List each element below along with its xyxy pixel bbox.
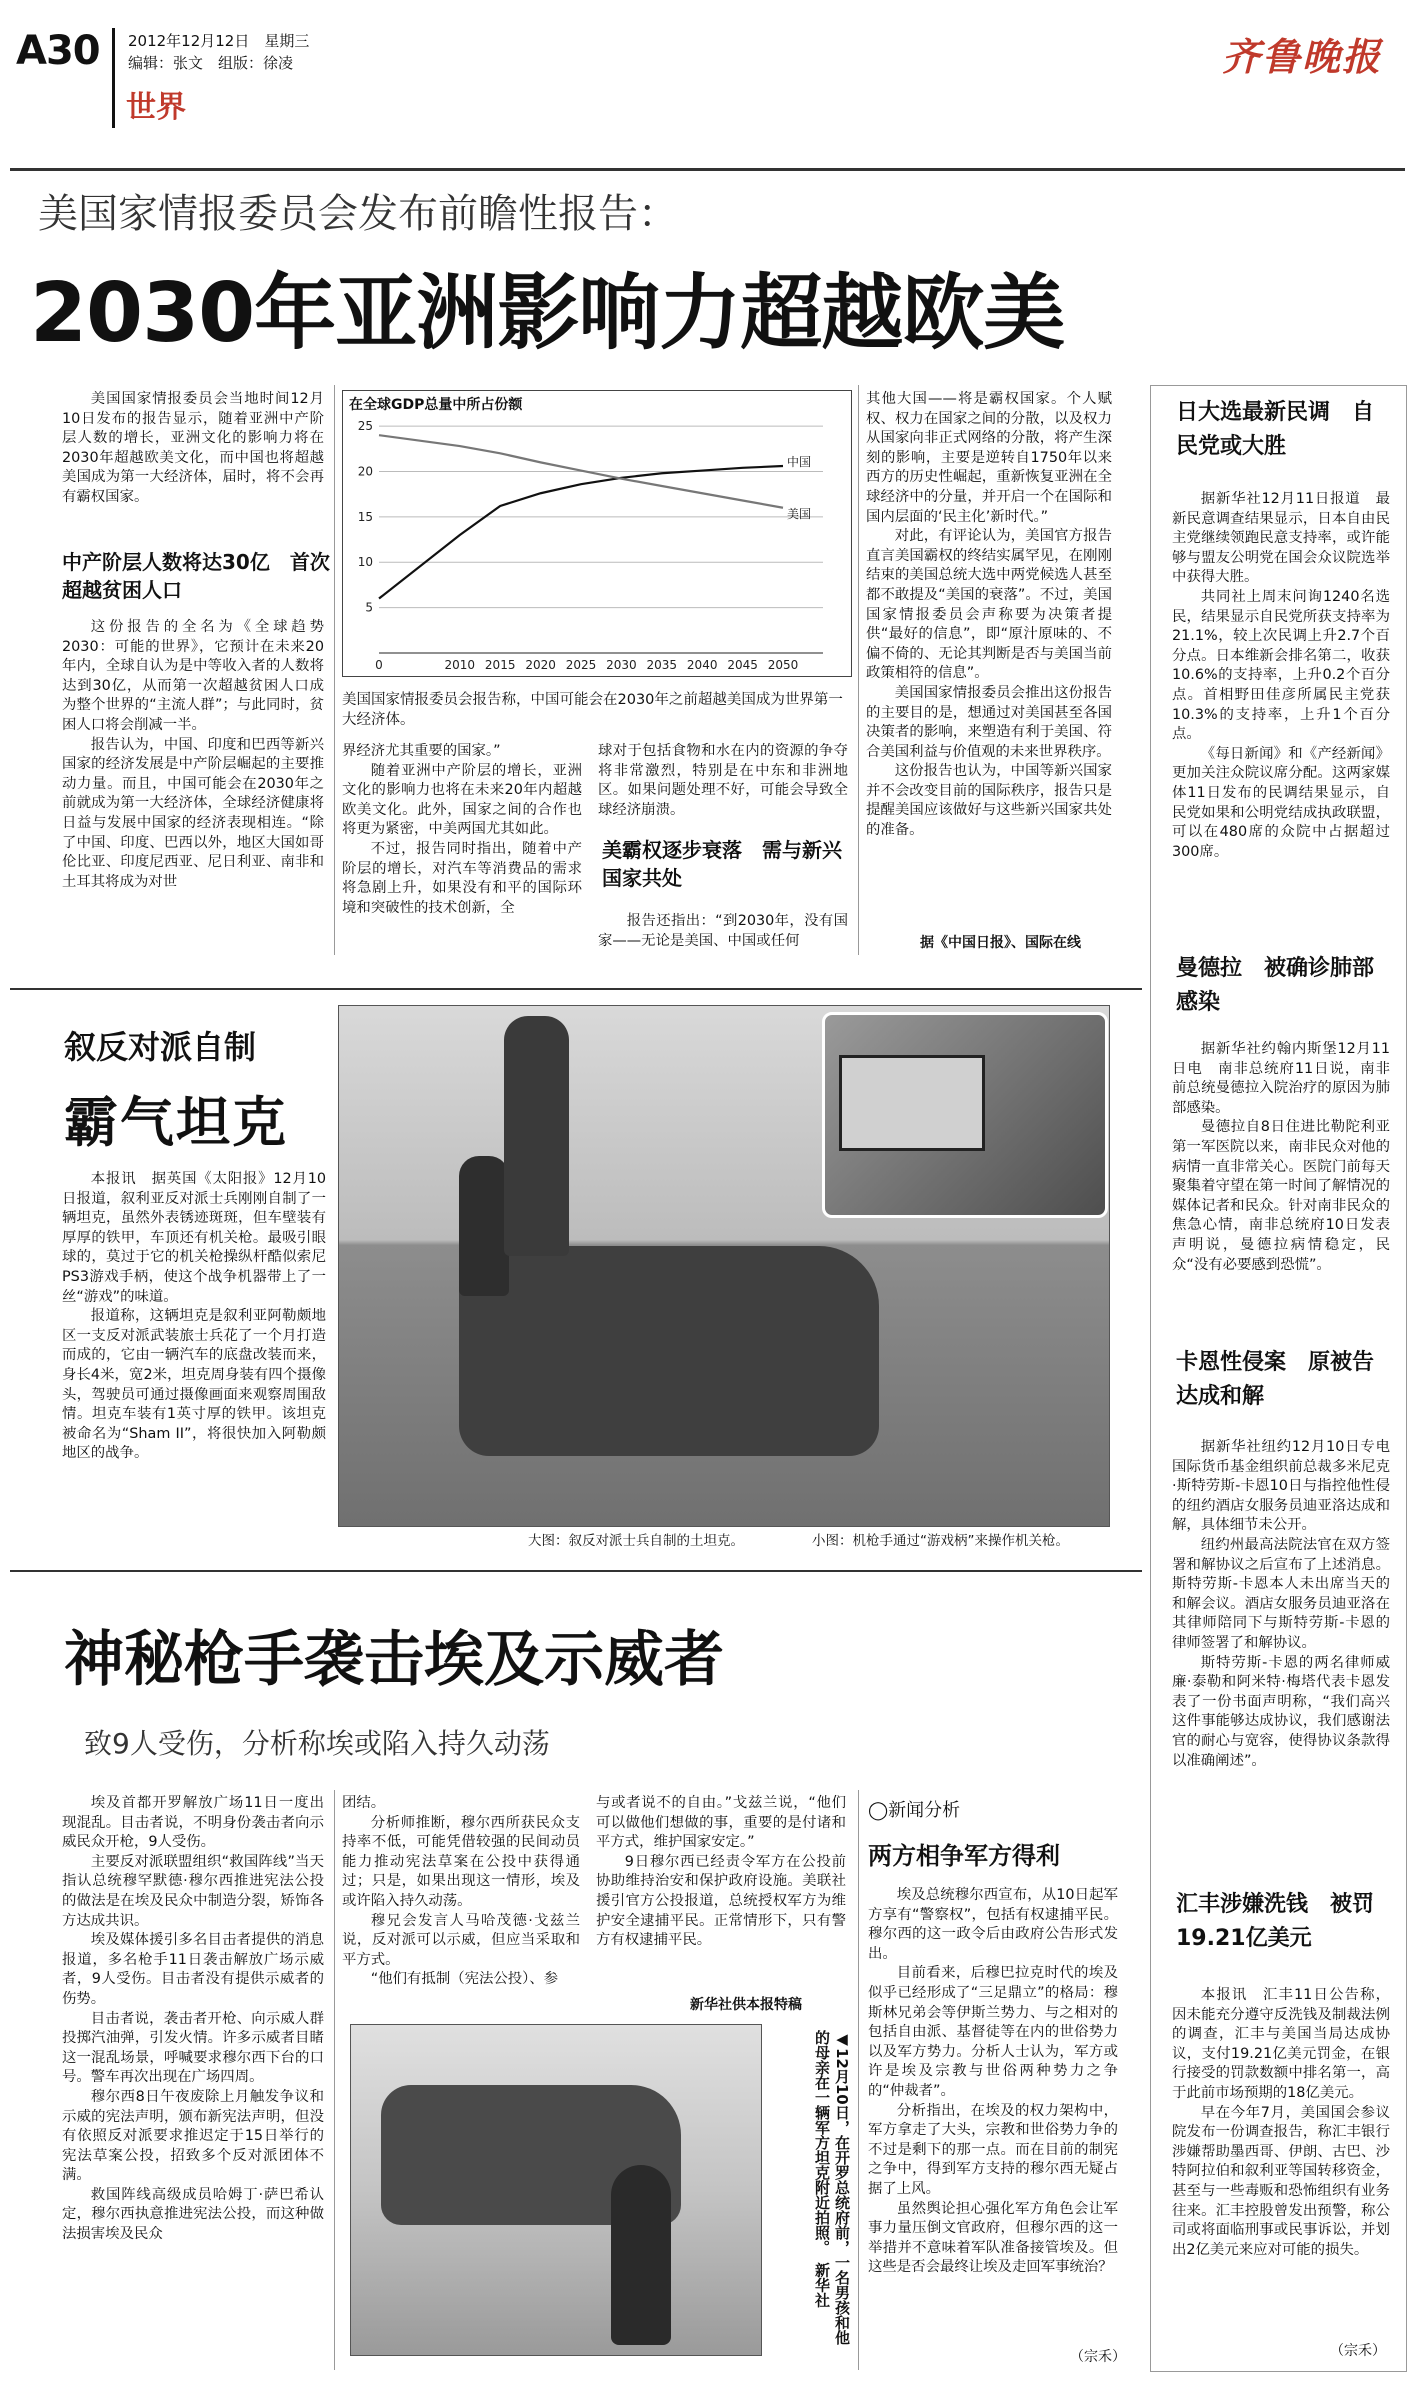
paragraph: 这份报告的全名为《全球趋势2030：可能的世界》，它预计在未来20年内，全球自认为是中等收入者的人数将达到30亿，从而第一次超越贫困人口成为整个世界的“主流人群”；与此同时，贫困人口将会削减一半。: [62, 619, 324, 733]
sidebar-story-4: [1172, 1986, 1390, 2260]
paragraph: 对此，有评论认为，美国官方报告直言美国霸权的终结实属罕见，在刚刚结束的美国总统大选中两党候选人甚至都不敢提及“美国的衰落”。不过，美国国家情报委员会声称要为决策者提供“最好的信息”，即“原汁原味的、不偏不倚的、无论其判断是否与美国当前政策相符的信息”。: [866, 528, 1112, 682]
analysis-author: （宗禾）: [1070, 2349, 1126, 2365]
paragraph: 据新华社12月11日报道 最新民意调查结果显示，日本自由民主党继续领跑民意支持率，或许能够与盟友公明党在国会众议院选举中获得大胜。: [1172, 491, 1390, 586]
y-tick-label: 20: [357, 464, 373, 479]
lead-subhead-1: 中产阶层人数将达30亿 首次超越贫困人口: [62, 550, 330, 602]
x-tick-label: 2030: [606, 658, 637, 672]
lead-col1: [62, 390, 324, 508]
lead-kicker: 美国家情报委员会发布前瞻性报告：: [38, 191, 678, 237]
paragraph: 与或者说不的自由。”戈兹兰说，“他们可以做他们想做的事，重要的是付诸和平方式，维护国家安定。”: [596, 1795, 846, 1851]
paragraph: 曼德拉自8日住进比勒陀利亚第一军医院以来，南非民众对他的病情一直非常关心。医院门前每天聚集着守望在第一时间了解情况的媒体记者和民众。针对南非民众的焦急心情，南非总统府10日发表声明说，曼德拉病情稳定，民众“没有必要感到恐慌”。: [1172, 1119, 1390, 1273]
x-tick-label: 2050: [767, 658, 799, 672]
sidebar-headline-2: 曼德拉 被确诊肺部感染: [1176, 956, 1375, 1015]
paragraph: 分析师推断，穆尔西所获民众支持率不低，可能凭借较强的民间动员能力推动宪法草案在公投中获得通过；只是，如果出现这一情形，埃及或许陷入持久动荡。: [342, 1814, 580, 1909]
paragraph: 据新华社约翰内斯堡12月11日电 南非总统府11日说，南非前总统曼德拉入院治疗的原因为肺部感染。: [1172, 1041, 1390, 1116]
paragraph: 据新华社纽约12月10日专电 国际货币基金组织前总裁多米尼克·斯特劳斯-卡恩10日与指控他性侵的纽约酒店女服务员迪亚洛达成和解，具体细节未公开。: [1172, 1439, 1405, 1534]
x-tick-label: 2015: [484, 658, 516, 672]
sidebar-headline-4: 汇丰涉嫌洗钱 被罚19.21亿美元: [1176, 1892, 1375, 1951]
page-number: A30: [16, 28, 100, 74]
editors-line: 编辑：张文 组版：徐凌: [128, 54, 294, 72]
paragraph: 早在今年7月，美国国会参议院发布一份调查报告，称汇丰银行涉嫌帮助墨西哥、伊朗、古巴、沙特阿拉伯和叙利亚等国转移资金，甚至与一些毒贩和恐怖组织有业务往来。汇丰控股曾发出预警，称公司或将面临刑事或民事诉讼，并划出2亿美元来应对可能的损失。: [1172, 2104, 1390, 2258]
paragraph: 埃及首都开罗解放广场11日一度出现混乱。目击者说，不明身份袭击者向示威民众开枪，9人受伤。: [62, 1795, 324, 1851]
paragraph: 美国国家情报委员会推出这份报告的主要目的是，想通过对美国甚至各国决策者的影响，来塑造有利于美国、符合美国利益与价值观的未来世界秩序。: [866, 684, 1112, 760]
chart-title: 在全球GDP总量中所占份额: [349, 397, 523, 413]
egypt-col2: [342, 1794, 580, 1990]
paragraph: 斯特劳斯-卡恩的两名律师威廉·泰勒和阿米特·梅塔代表卡恩发表了一份书面声明称，“我们高兴这件事能够达成协议，我们感谢法官的耐心与宽容，使得协议条款得以准确阐述”。: [1172, 1654, 1390, 1769]
tank-caption-small: 小图：机枪手通过“游戏柄”来操作机关枪。: [812, 1533, 1069, 1549]
egypt-headline: 神秘枪手袭击埃及示威者: [64, 1625, 724, 1695]
inset-photo: [822, 1012, 1108, 1218]
tank-caption-big: 大图：叙反对派士兵自制的土坦克。: [528, 1533, 744, 1549]
issue-date: 2012年12月12日 星期三: [128, 32, 310, 50]
paragraph: 虽然舆论担心强化军方角色会让军事力量压倒文官政府，但穆尔西的这一举措并不意味着军队准备接管埃及。但这些是否会最终让埃及走回军事统治？: [868, 2200, 1118, 2276]
egypt-photo: [350, 2024, 762, 2356]
x-tick-label: 2040: [686, 658, 718, 672]
lead-top-rule: [10, 168, 1405, 171]
paragraph: 穆兄会发言人马哈茂德·戈兹兰说，反对派可以示威，但应当采取和平方式。: [342, 1912, 580, 1968]
lead-col3: [598, 742, 848, 820]
sidebar-headline-1: 日大选最新民调 自民党或大胜: [1176, 400, 1375, 459]
egypt-subhead: 致9人受伤，分析称埃或陷入持久动荡: [84, 1727, 550, 1760]
egypt-photo-caption: ◀12月10日，在开罗总统府前，一名男孩和他的母亲在一辆军方坦克附近拍照。 新华社: [813, 2030, 851, 2345]
paragraph: 报告认为，中国、印度和巴西等新兴国家的经济发展是中产阶层崛起的主要推动力量。而且，中国可能会在2030年之前就成为第一大经济体，全球经济健康将日益与发展中国家的经济表现相连。“除了中国、印度、巴西以外，地区大国如哥伦比亚、印度尼西亚、尼日利亚、南非和土耳其将成为对世: [62, 736, 324, 890]
y-tick-label: 10: [357, 555, 373, 570]
gdp-chart: [342, 390, 852, 677]
sidebar-story-3: [1172, 1438, 1405, 1771]
paragraph: 其他大国——将是霸权国家。个人赋权、权力在国家之间的分散，以及权力从国家向非正式网络的分散，将产生深刻的影响，主要是逆转自1750年以来西方的历史性崛起，重新恢复亚洲在全球经济中的分量，并开启一个在国际和国内层面的‘民主化’新时代。”: [866, 391, 1112, 525]
sidebar-headline-3: 卡恩性侵案 原被告达成和解: [1176, 1350, 1375, 1409]
y-tick-label: 25: [357, 419, 373, 434]
x-tick-label: 2035: [646, 658, 678, 672]
tank-kicker: 叙反对派自制: [64, 1028, 257, 1066]
paragraph: 这份报告也认为，中国等新兴国家并不会改变目前的国际秩序，报告只是提醒美国应该做好与这些新兴国家共处的准备。: [866, 763, 1112, 839]
paragraph: 目击者说，袭击者开枪、向示威人群投掷汽油弹，引发火情。许多示威者目睹这一混乱场景，呼喊要求穆尔西下台的口号。警车再次出现在广场四周。: [62, 2010, 324, 2086]
x-tick-label: 2010: [444, 658, 476, 672]
paragraph: 球对于包括食物和水在内的资源的争夺将非常激烈，特别是在中东和非洲地区。如果问题处理不好，可能会导致全球经济崩溃。: [598, 743, 848, 818]
paragraph: 共同社上周末问询1240名选民，结果显示自民党所获支持率为21.1%，较上次民调上升2.7个百分点。日本维新会排名第二，收获10.6%的支持率，上升0.2个百分点。首相野田佳彦所属民主党获10.3%的支持率，上升1个百分点。: [1172, 588, 1390, 743]
paragraph: 界经济尤其重要的国家。”: [342, 743, 501, 759]
circle-icon: ◯: [868, 1800, 889, 1821]
x-tick-label: 2020: [525, 658, 556, 672]
paragraph: 报道称，这辆坦克是叙利亚阿勒颇地区一支反对派武装旅士兵花了一个月打造而成的，它由一辆汽车的底盘改装而来，身长4米，宽2米，坦克周身装有四个摄像头，驾驶员可通过摄像画面来观察周围敌情。坦克车装有1英寸厚的铁甲。该坦克被命名为“Sham II”，将很快加入阿勒颇地区的战争。: [62, 1308, 326, 1462]
paragraph: 分析指出，在埃及的权力架构中，军方拿走了大头，宗教和世俗势力争的不过是剩下的那一点。而在目前的制宪之争中，得到军方支持的穆尔西无疑占据了上风。: [868, 2102, 1118, 2197]
header-divider: [112, 28, 115, 128]
paragraph: 随着亚洲中产阶层的增长，亚洲文化的影响力也将在未来20年内超越欧美文化。此外，国家之间的合作也将更为紧密，中美两国尤其如此。: [342, 762, 582, 838]
person-figure: [611, 2165, 671, 2345]
paragraph: 本报讯 据英国《太阳报》12月10日报道，叙利亚反对派士兵刚刚自制了一辆坦克，虽然外表锈迹斑斑，但车壁装有厚厚的铁甲，车顶还有机关枪。最吸引眼球的，莫过于它的机关枪操纵杆酷似索尼PS3游戏手柄，使这个战争机器带上了一丝“游戏”的味道。: [62, 1171, 326, 1305]
x-tick-label: 0: [375, 658, 383, 672]
sidebar-author: （宗禾）: [1330, 2343, 1386, 2359]
page-header: [0, 0, 1417, 140]
lead-subhead-2: 美霸权逐步衰落 需与新兴国家共处: [602, 838, 842, 890]
egypt-source: 新华社供本报特稿: [690, 1997, 802, 2013]
chart-caption: 美国国家情报委员会报告称，中国可能会在2030年之前超越美国成为世界第一大经济体。: [342, 692, 843, 728]
paragraph: 报告还指出：“到2030年，没有国家——无论是美国、中国或任何: [598, 913, 848, 949]
sidebar-story-2: [1172, 1040, 1390, 1275]
y-tick-label: 15: [357, 509, 373, 524]
soldier-figure: [504, 1016, 569, 1256]
paragraph: “他们有抵制（宪法公投）、参: [370, 1971, 559, 1988]
paragraph: 救国阵线高级成员哈姆丁·萨巴希认定，穆尔西执意推进宪法公投，而这种做法损害埃及民众: [62, 2186, 324, 2243]
paragraph: 埃及总统穆尔西宣布，从10日起军方享有“警察权”，包括有权逮捕平民。穆尔西的这一政令后由政府公告形式发出。: [868, 1887, 1118, 1962]
egypt-col3: [596, 1794, 846, 1951]
analysis-body: [868, 1886, 1118, 2278]
paragraph: 主要反对派联盟组织“救国阵线”当天指认总统穆罕默德·穆尔西推进宪法公投的做法是在埃及民众中制造分裂，矫饰各方达成共识。: [62, 1853, 324, 1929]
paragraph: 纽约州最高法院法官在双方签署和解协议之后宣布了上述消息。斯特劳斯-卡恩本人未出席当天的和解会议。酒店女服务员迪亚洛在其律师陪同下与斯特劳斯-卡恩的律师签署了和解协议。: [1172, 1536, 1390, 1651]
lead-source: 据《中国日报》、国际在线: [920, 935, 1081, 951]
paragraph: 团结。: [342, 1795, 386, 1811]
lead-col3b: [598, 912, 848, 951]
lead-col1b: [62, 618, 324, 892]
analysis-headline: 两方相争军方得利: [868, 1842, 1060, 1870]
x-tick-label: 2045: [727, 658, 758, 672]
egypt-col1: [62, 1794, 324, 2245]
paragraph: 《每日新闻》和《产经新闻》更加关注众院议席分配。这两家媒体11日发布的民调结果显示，自民党如果和公明党结成执政联盟，可以在480席的众院中占据超过300席。: [1172, 745, 1390, 860]
analysis-tag: ◯新闻分析: [868, 1800, 961, 1821]
newspaper-logo: 齐鲁晚报: [1222, 34, 1383, 79]
section-name: 世界: [126, 90, 186, 125]
tank-body: [62, 1170, 326, 1464]
paragraph: 目前看来，后穆巴拉克时代的埃及似乎已经形成了“三足鼎立”的格局：穆斯林兄弟会等伊斯兰势力、与之相对的包括自由派、基督徒等在内的世俗势力以及军方势力。分析人士认为，军方或许是埃及宗教与世俗两种势力之争的“仲裁者”。: [868, 1965, 1118, 2099]
tank-headline: 霸气坦克: [64, 1091, 288, 1154]
series-line-中国: [379, 466, 783, 599]
lead-headline: 2030年亚洲影响力超越欧美: [30, 266, 1065, 361]
paragraph: 美国国家情报委员会当地时间12月10日发布的报告显示，随着亚洲中产阶层人数的增长，亚洲文化的影响力将在2030年超越欧美文化，而中国也将超越美国成为第一大经济体，届时，将不会再有霸权国家。: [62, 391, 324, 505]
series-label: 美国: [787, 506, 812, 521]
y-tick-label: 5: [365, 600, 373, 615]
paragraph: 埃及媒体援引多名目击者提供的消息报道，多名枪手11日袭击解放广场示威者，9人受伤。目击者没有提供示威者的伤势。: [62, 1932, 324, 2007]
lead-col4: [866, 390, 1112, 841]
paragraph: 本报讯 汇丰11日公告称，因未能充分遵守反洗钱及制裁法例的调查，汇丰与美国当局达成协议，支付19.21亿美元罚金，在银行接受的罚款数额中排名第一，高于此前市场预期的18亿美元。: [1172, 1987, 1390, 2101]
paragraph: 穆尔西8日午夜废除上月触发争议和示威的宪法声明，颁布新宪法声明，但没有依照反对派要求推迟定于15日举行的宪法草案公投，招致多个反对派团体不满。: [62, 2088, 324, 2184]
soldier-figure: [459, 1156, 509, 1296]
lead-col2: [342, 742, 582, 918]
series-label: 中国: [787, 455, 812, 470]
paragraph: 不过，报告同时指出，随着中产阶层的增长，对汽车等消费品的需求将急剧上升，如果没有和平的国际环境和突破性的技术创新，全: [342, 840, 582, 916]
chart-plot: [343, 391, 851, 676]
x-tick-label: 2025: [565, 658, 597, 672]
sidebar-story-1: [1172, 490, 1390, 862]
paragraph: 9日穆尔西已经责令军方在公投前协助维持治安和保护政府设施。美联社援引官方公投报道，总统授权军方为维护安全逮捕平民。正常情形下，只有警方有权逮捕平民。: [596, 1853, 846, 1949]
tank-shape: [459, 1246, 879, 1456]
monitor-shape: [839, 1055, 985, 1151]
